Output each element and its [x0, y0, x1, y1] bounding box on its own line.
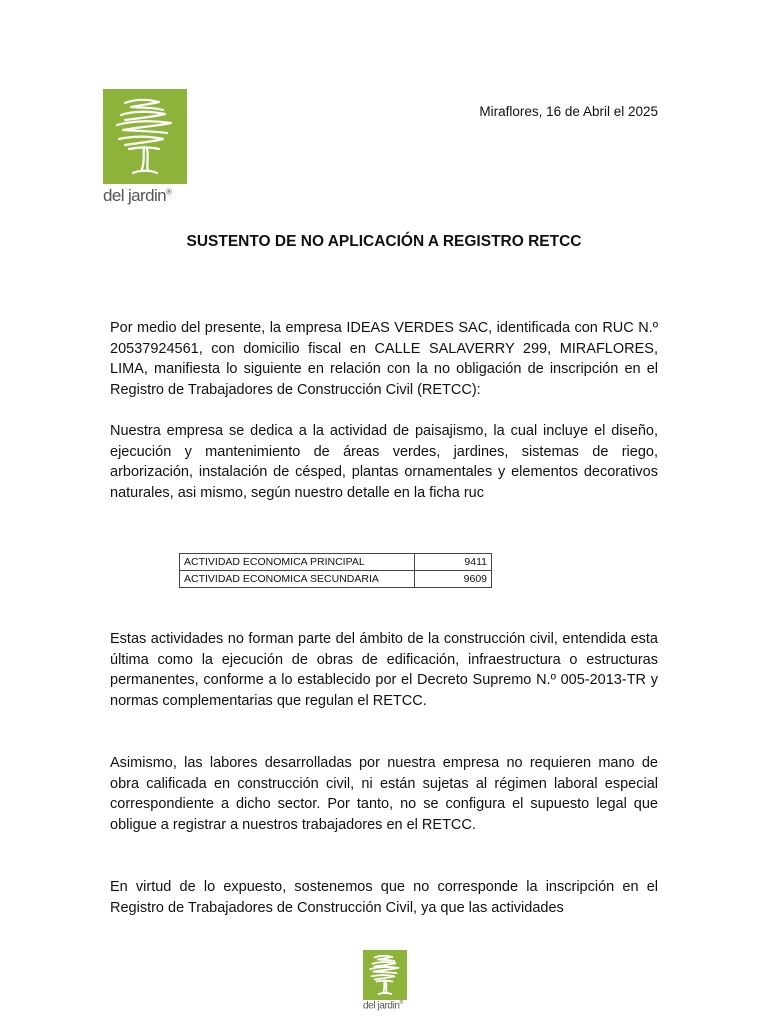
paragraph-labor: Asimismo, las labores desarrolladas por nuestra empresa no requieren mano de obra calificada en construcción civil, ni están sujetas al régimen laboral especial correspondiente a dicho sector. Por tanto, no se configura el supuesto legal que obligue a registrar a nuestros trabajadores en el RETCC. [110, 755, 658, 833]
logo-wordmark: del jardin® [103, 186, 172, 205]
paragraph-intro: Por medio del presente, la empresa IDEAS VERDES SAC, identificada con RUC N.º 20537924561, con domicilio fiscal en CALLE SALAVERRY 299, MIRAFLORES, LIMA, manifiesta lo siguiente en relación con la no obligación de inscripción en el Registro de Trabajadores de Construcción Civil (RETCC): [110, 320, 658, 398]
activity-code: 9609 [415, 571, 492, 588]
paragraph-activity: Nuestra empresa se dedica a la actividad de paisajismo, la cual incluye el diseño, ejecución y mantenimiento de áreas verdes, jardines, sistemas de riego, arborización, instalación de césped, plantas ornamentales y elementos decorativos naturales, asi mismo, según nuestro detalle en la ficha ruc [110, 423, 658, 501]
paragraph-scope: Estas actividades no forman parte del ámbito de la construcción civil, entendida esta última como la ejecución de obras de edificación, infraestructura o estructuras permanentes, conforme a lo establecido por el Decreto Supremo N.º 005-2013-TR y normas complementarias que regulan el RETCC. [110, 631, 658, 709]
activity-table [179, 553, 492, 588]
company-logo [103, 89, 189, 211]
footer-logo [363, 950, 413, 1018]
table-row [180, 571, 492, 588]
paragraph-conclusion: En virtud de lo expuesto, sostenemos que no corresponde la inscripción en el Registro de Trabajadores de Construcción Civil, ya que las actividades [110, 879, 658, 916]
tree-logo-icon [363, 950, 407, 1000]
footer-logo-wordmark: del jardin® [363, 1000, 403, 1012]
document-title: SUSTENTO DE NO APLICACIÓN A REGISTRO RETCC [186, 233, 582, 250]
table-row [180, 554, 492, 571]
activity-code: 9411 [415, 554, 492, 571]
document-date: Miraflores, 16 de Abril el 2025 [479, 104, 658, 119]
registered-mark: ® [399, 1000, 403, 1006]
activity-label: ACTIVIDAD ECONOMICA SECUNDARIA [180, 571, 415, 588]
registered-mark: ® [166, 187, 172, 197]
tree-logo-icon [103, 89, 187, 184]
activity-label: ACTIVIDAD ECONOMICA PRINCIPAL [180, 554, 415, 571]
